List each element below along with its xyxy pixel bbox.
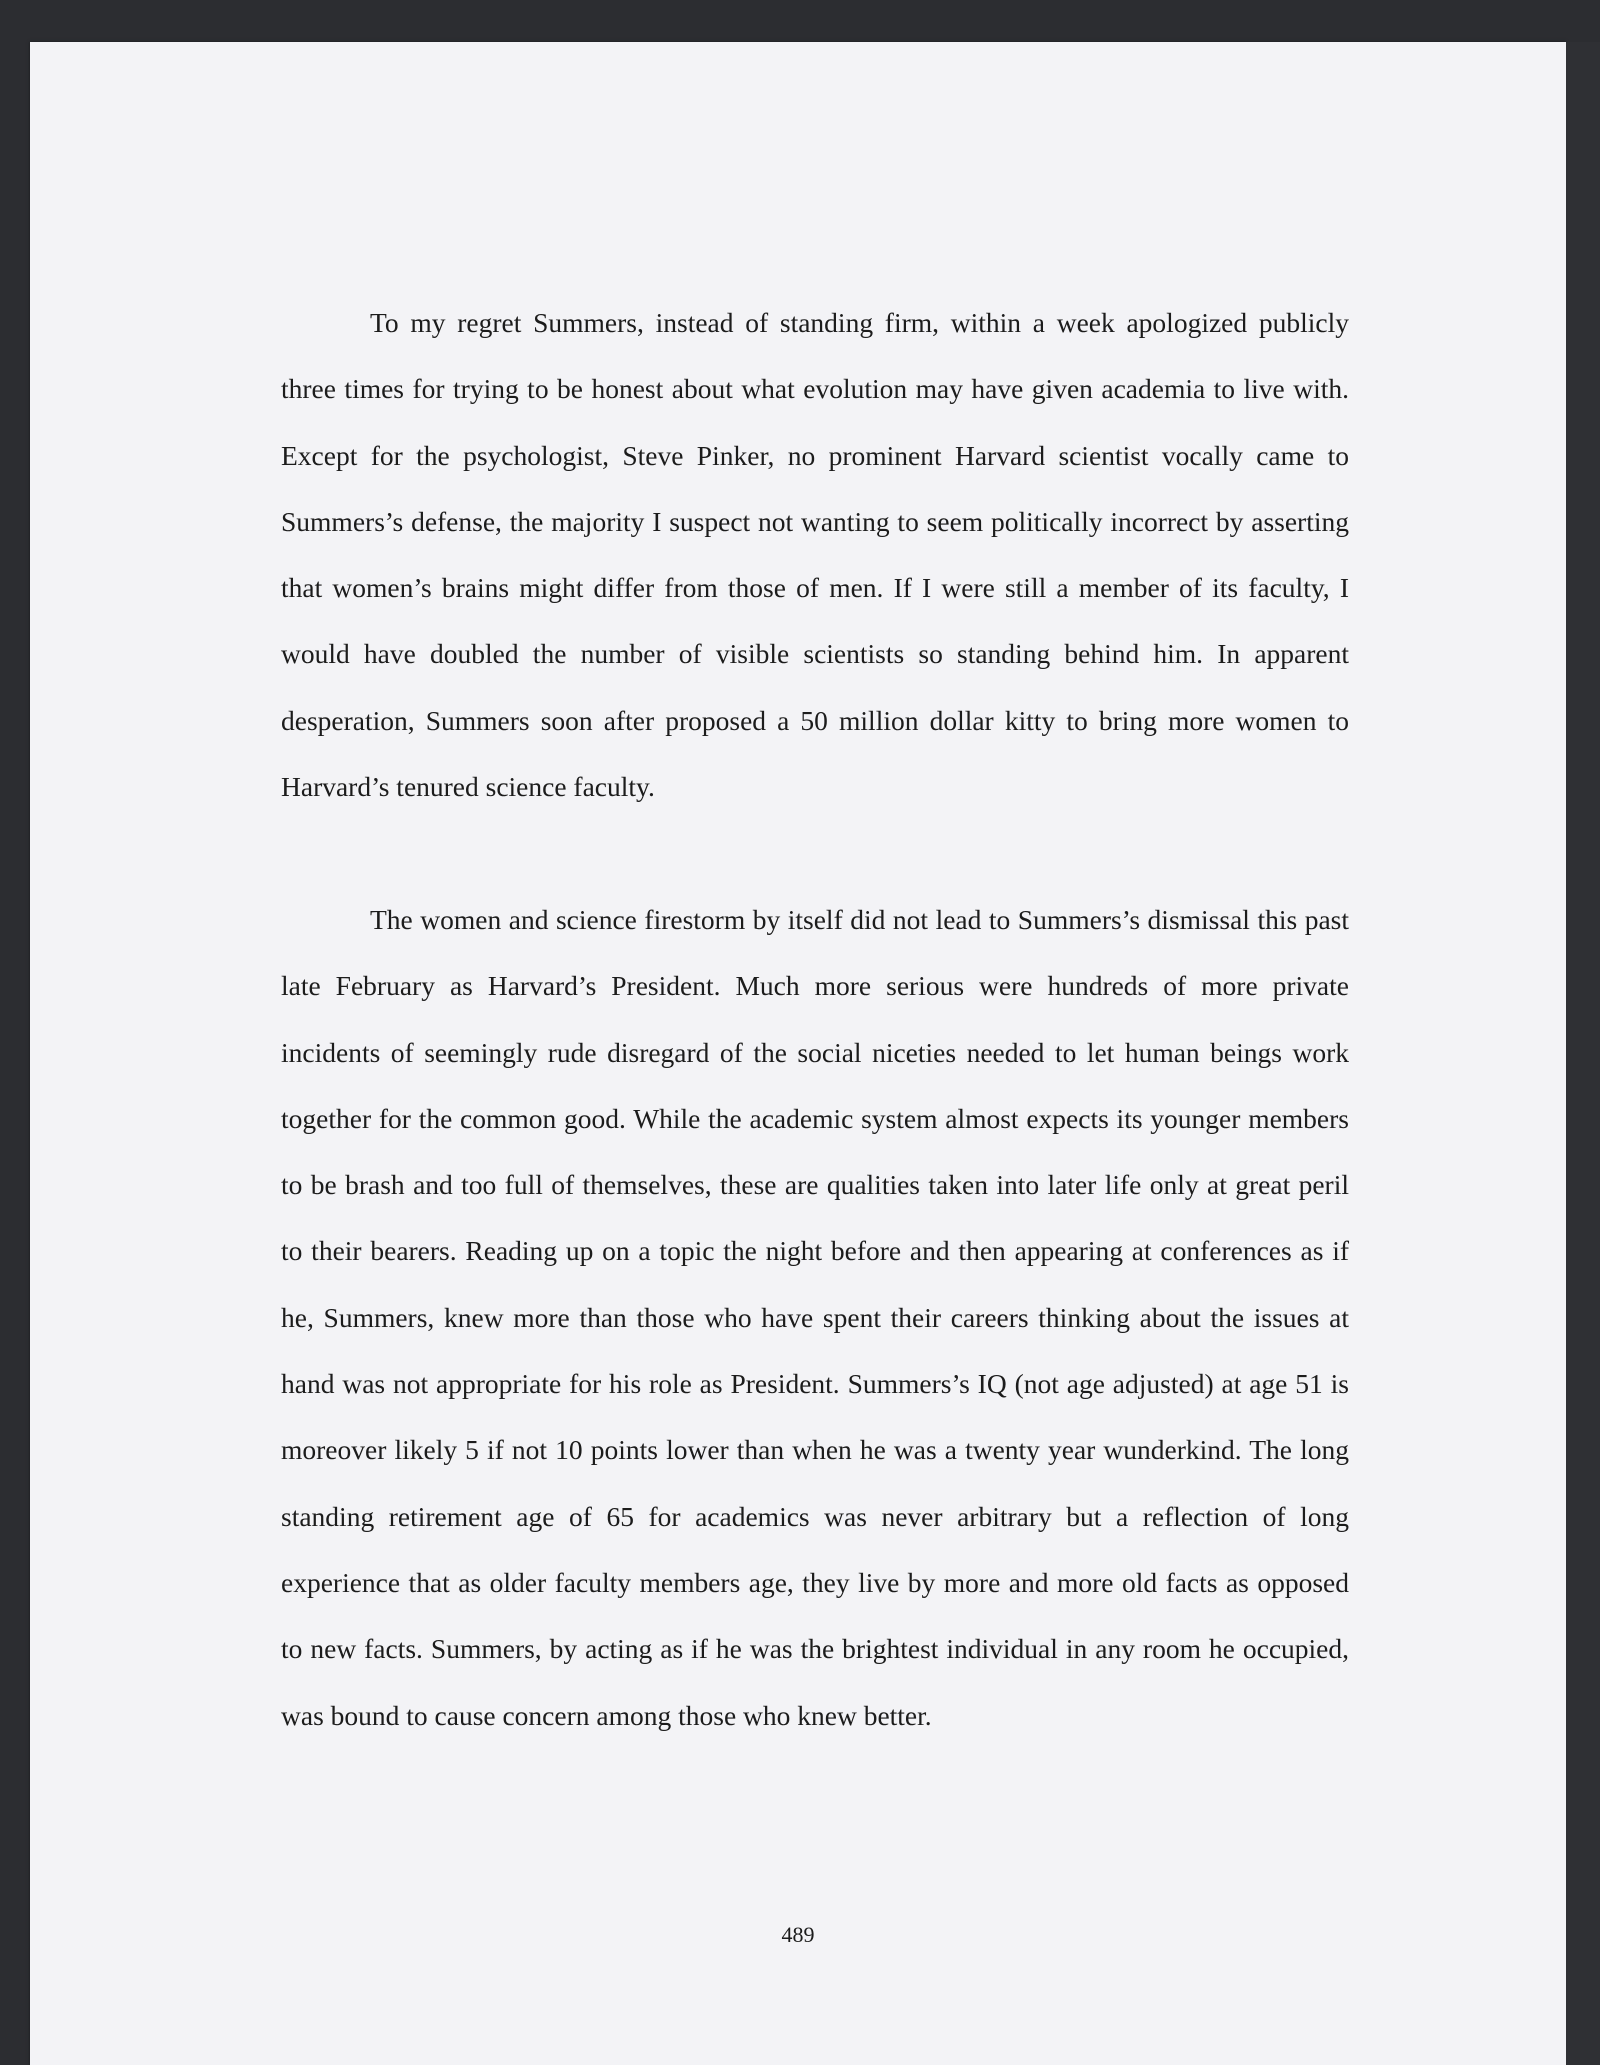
page-number: 489 (781, 1922, 815, 1947)
scan-background-edge (1566, 42, 1600, 2065)
body-paragraph: The women and science firestorm by itself did not lead to Summers’s dismissal this past late February as Harvard’s President. Much more serious were hundreds of more private incidents of seemingly rude disregard of the social niceties needed to let human beings work together for the common good. While the academic system almost expects its younger members to be brash and too full of themselves, these are qualities taken into later life only at great peril to their bearers. Reading up on a topic the night before and then appearing at conferences as if he, Summers, knew more than those who have spent their careers thinking about the issues at hand was not appropriate for his role as President. Summers’s IQ (not age adjusted) at age 51 is moreover likely 5 if not 10 points lower than when he was a twenty year wunderkind. The long standing retirement age of 65 for academics was never arbitrary but a reflection of long experience that as older faculty members age, they live by more and more old facts as opposed to new facts. Summers, by acting as if he was the brightest individual in any room he occupied, was bound to cause concern among those who knew better. (281, 904, 1349, 1731)
document-page (30, 42, 1566, 2065)
body-paragraph: To my regret Summers, instead of standing firm, within a week apologized publicly three times for trying to be honest about what evolution may have given academia to live with. Except for the psychologist, Steve Pinker, no prominent Harvard scientist vocally came to Summers’s defense, the majority I suspect not wanting to seem politically incorrect by asserting that women’s brains might differ from those of men. If I were still a member of its faculty, I would have doubled the number of visible scientists so standing behind him. In apparent desperation, Summers soon after proposed a 50 million dollar kitty to bring more women to Harvard’s tenured science faculty. (281, 307, 1349, 803)
